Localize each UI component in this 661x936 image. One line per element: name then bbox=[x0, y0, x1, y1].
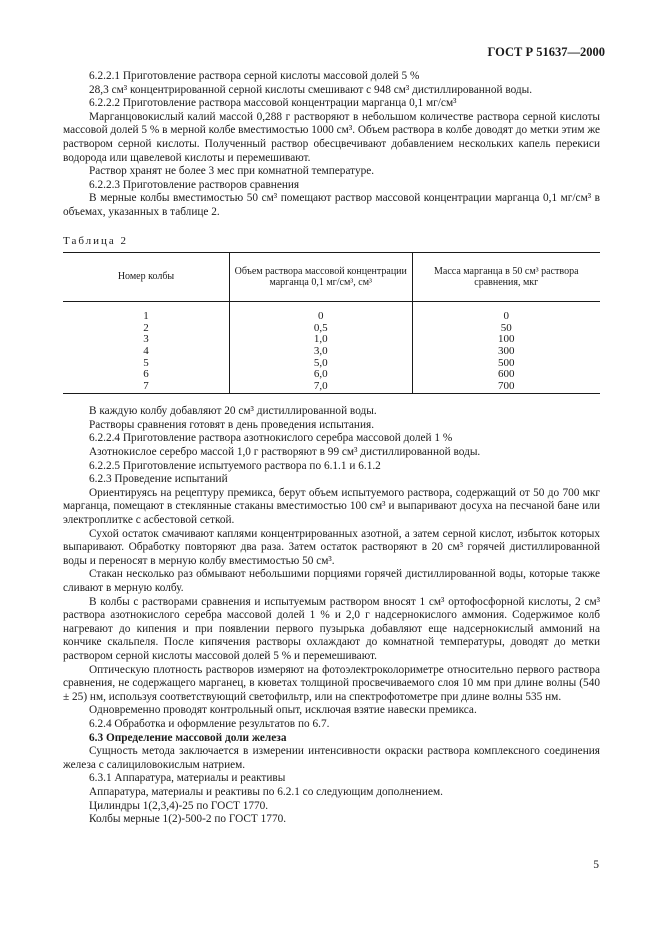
paragraph: Азотнокислое серебро массой 1,0 г растворяют в 99 см³ дистиллированной воды. bbox=[89, 446, 481, 459]
table-row bbox=[63, 381, 600, 394]
table-cell: 100 bbox=[412, 334, 600, 346]
table-header-cell: Масса марганца в 50 см³ раствора сравнения, мкг bbox=[412, 253, 600, 302]
paragraph: 6.2.2.1 Приготовление раствора серной кислоты массовой долей 5 % bbox=[89, 70, 420, 82]
table-cell: 3 bbox=[143, 333, 149, 346]
paragraph: 28,3 см³ концентрированной серной кислоты смешивают с 948 см³ дистиллированной воды. bbox=[89, 83, 533, 96]
paragraph: Стакан несколько раз обмывают небольшими порциями горячей дистиллированной воды, которые также сливают в мерную колбу. bbox=[63, 568, 600, 594]
table-cell: 6,0 bbox=[229, 369, 412, 381]
paragraph: 6.2.2.2 Приготовление раствора массовой концентрации марганца 0,1 мг/см³ bbox=[89, 97, 457, 110]
paragraph: 6.2.2.5 Приготовление испытуемого раствора по 6.1.1 и 6.1.2 bbox=[89, 459, 381, 472]
table-header-cell: Номер колбы bbox=[63, 253, 229, 302]
table-cell: 0,5 bbox=[229, 323, 412, 335]
table-cell: 3,0 bbox=[229, 346, 412, 358]
table-cell: 0 bbox=[412, 302, 600, 323]
paragraph: Марганцовокислый калий массой 0,288 г растворяют в небольшом количестве раствора серной кислоты массовой долей 5 % в мерной колбе вместимостью 1000 см³. Объем раствора в колбе доводят до метки этим же раствором серной кислоты. Полученный раствор обесцвечивают добавлением нескольких капель перекиси водорода или щавелевой кислоты и перемешивают. bbox=[63, 110, 600, 164]
paragraph: Одновременно проводят контрольный опыт, исключая взятие навески премикса. bbox=[89, 704, 477, 717]
table-row bbox=[63, 369, 600, 381]
table-header-row bbox=[63, 253, 600, 302]
page-number: 5 bbox=[593, 859, 599, 871]
table-cell: 600 bbox=[412, 369, 600, 381]
table-cell: 2 bbox=[143, 321, 149, 334]
table-cell: 7,0 bbox=[229, 381, 412, 394]
table-row bbox=[63, 346, 600, 358]
paragraph: Цилиндры 1(2,3,4)-25 по ГОСТ 1770. bbox=[89, 799, 269, 812]
paragraph: Раствор хранят не более 3 мес при комнатной температуре. bbox=[89, 165, 375, 178]
table-cell: 5,0 bbox=[229, 358, 412, 370]
table-cell: 5 bbox=[143, 356, 149, 369]
table-cell: 300 bbox=[412, 346, 600, 358]
table-cell: 50 bbox=[412, 323, 600, 335]
paragraph: 6.2.4 Обработка и оформление результатов по 6.7. bbox=[89, 717, 330, 730]
table-cell: 1,0 bbox=[229, 334, 412, 346]
paragraph: 6.2.3 Проведение испытаний bbox=[89, 473, 228, 486]
paragraph: В колбы с растворами сравнения и испытуемым раствором вносят 1 см³ ортофосфорной кислоты, 2 см³ раствора азотнокислого серебра массовой долей 1 % и 2,0 г надсернокислого аммония. Содержимое колб нагревают до кипения и при появлении первого пузырька добавляют еще надсернокислый аммоний на кончике скальпеля. После кипячения растворы охлаждают до комнатной температуры, доводят до метки раствором серной кислоты массовой долей 5 % и перемешивают. bbox=[63, 595, 600, 662]
paragraph: Колбы мерные 1(2)-500-2 по ГОСТ 1770. bbox=[89, 813, 287, 826]
document-header: ГОСТ Р 51637—2000 bbox=[487, 45, 605, 59]
paragraph: Сущность метода заключается в измерении интенсивности окраски раствора комплексного соединения железа с салициловокислым натрием. bbox=[63, 745, 600, 771]
table-cell: 1 bbox=[143, 310, 149, 323]
table-cell: 7 bbox=[63, 381, 229, 394]
paragraph: В мерные колбы вместимостью 50 см³ помещают раствор массовой концентрации марганца 0,1 мг/см³ в объемах, указанных в таблице 2. bbox=[63, 192, 600, 218]
paragraph: В каждую колбу добавляют 20 см³ дистиллированной воды. bbox=[89, 405, 377, 418]
paragraph: Растворы сравнения готовят в день проведения испытания. bbox=[89, 418, 375, 431]
table-caption: Таблица 2 bbox=[63, 234, 129, 247]
data-table bbox=[63, 252, 600, 394]
table-cell: 6 bbox=[143, 368, 149, 381]
table-cell: 4 bbox=[143, 344, 149, 357]
paragraph: Ориентируясь на рецептуру премикса, берут объем испытуемого раствора, содержащий от 50 до 700 мкг марганца, помещают в стеклянные стаканы вместимостью 100 см³ и выпаривают досуха на песчаной бане или электроплитке с асбестовой сеткой. bbox=[63, 486, 600, 527]
section-title: 6.3 Определение массовой доли железа bbox=[89, 731, 287, 744]
table-header-cell: Объем раствора массовой концентрации марганца 0,1 мг/см³, см³ bbox=[229, 253, 412, 302]
table-row bbox=[63, 302, 600, 323]
paragraph: 6.2.2.4 Приготовление раствора азотнокислого серебра массовой долей 1 % bbox=[89, 432, 453, 445]
paragraph: 6.3.1 Аппаратура, материалы и реактивы bbox=[89, 772, 286, 785]
page-body bbox=[63, 70, 600, 827]
paragraph: Аппаратура, материалы и реактивы по 6.2.1 со следующим дополнением. bbox=[89, 785, 443, 798]
paragraph: 6.2.2.3 Приготовление растворов сравнения bbox=[89, 178, 300, 191]
table-cell: 700 bbox=[412, 381, 600, 394]
paragraph: Сухой остаток смачивают каплями концентрированных азотной, а затем серной кислот, избыток которых выпаривают. Обработку повторяют два раза. Затем остаток растворяют в 20 см³ горячей дистиллированной воды и переносят в мерную колбу вместимостью 50 см³. bbox=[63, 527, 600, 567]
paragraph: Оптическую плотность растворов измеряют на фотоэлектроколориметре относительно первого раствора сравнения, не содержащего марганец, в кюветах толщиной просвечиваемого слоя 10 мм при длине волны (540 ± 25) нм, используя соответствующий светофильтр, или на спектрофотометре при длине волны 535 нм. bbox=[63, 663, 600, 703]
table-cell: 500 bbox=[412, 358, 600, 370]
table-cell: 0 bbox=[229, 302, 412, 323]
